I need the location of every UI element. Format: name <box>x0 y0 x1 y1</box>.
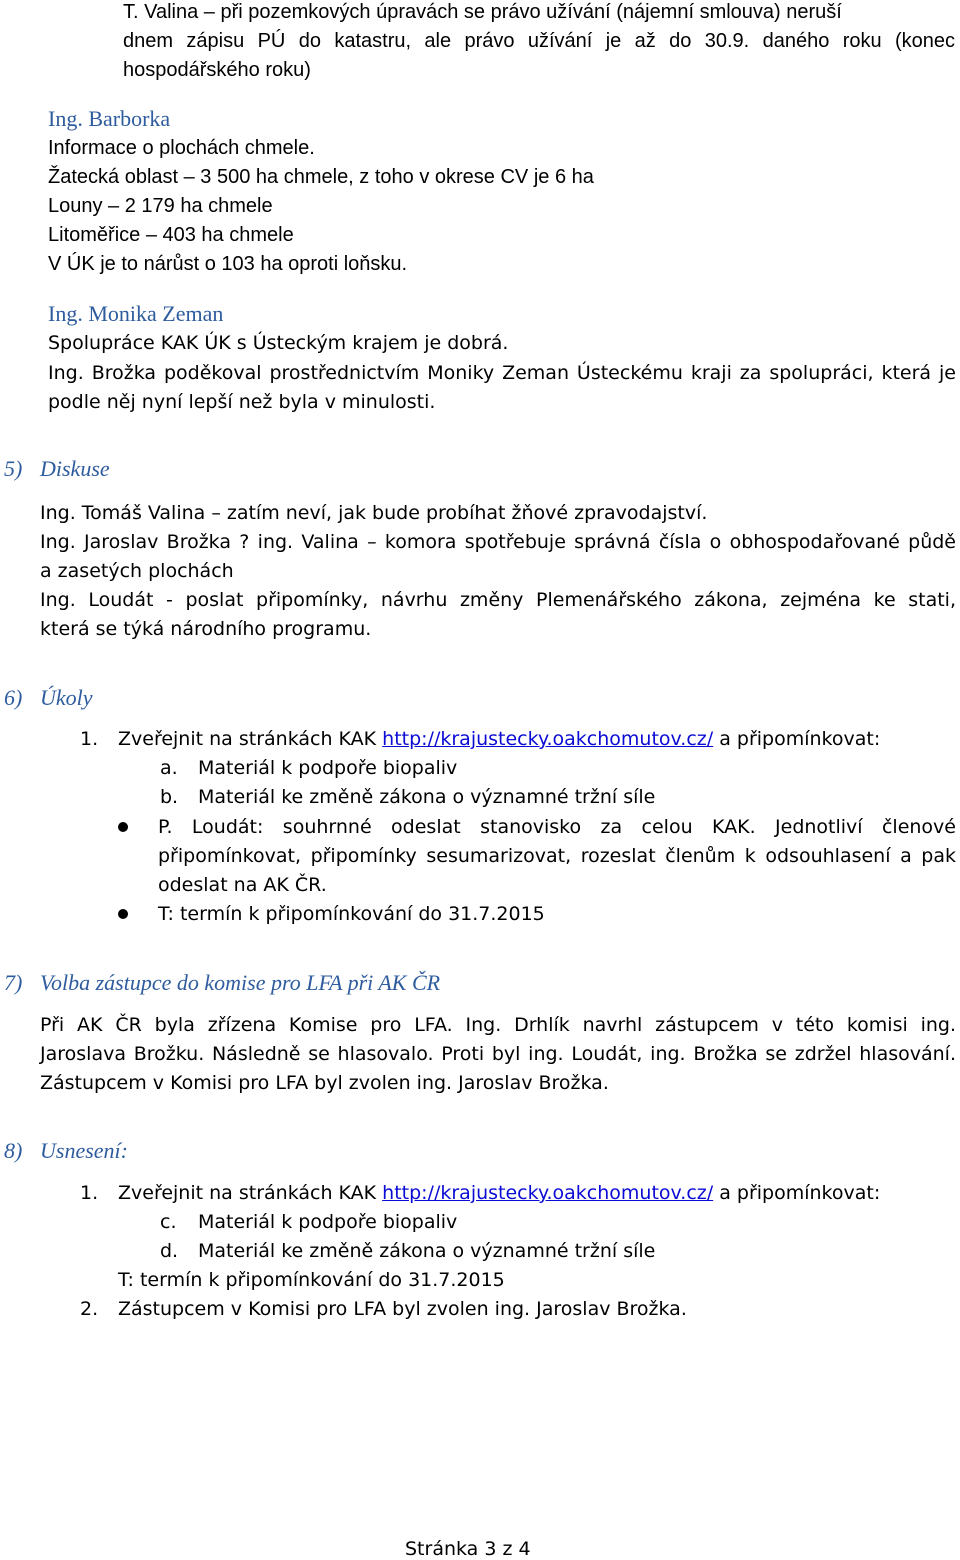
ukoly-item-1-number: 1. <box>80 728 99 750</box>
volba-line-2: Jaroslava Brožku. Následně se hlasovalo. Proti byl ing. Loudát, ing. Brožka se zdržel hlasování. <box>40 1043 956 1065</box>
section-7-title: Volba zástupce do komise pro LFA při AK ČR <box>40 970 441 995</box>
ukoly-sub-a-number: a. <box>160 757 178 779</box>
usneseni-item-1-number: 1. <box>80 1182 99 1204</box>
top-paragraph-line-1 <box>123 1 955 24</box>
ukoly-sub-a: Materiál k podpoře biopaliv <box>198 757 458 779</box>
zeman-line-1: Spolupráce KAK ÚK s Ústeckým krajem je dobrá. <box>48 332 509 354</box>
zeman-line-3: podle něj nyní lepší než byla v minulosti. <box>48 391 436 413</box>
ukoly-bullet-1-line-1: P. Loudát: souhrnné odeslat stanovisko za celou KAK. Jednotliví členové <box>158 816 956 838</box>
zeman-line-2: Ing. Brožka poděkoval prostřednictvím Moniky Zeman Ústeckému kraji za spolupráci, která je <box>48 362 956 384</box>
section-6-title: Úkoly <box>40 685 93 710</box>
section-6-number: 6) <box>4 685 23 710</box>
section-8-title: Usnesení: <box>40 1138 128 1163</box>
barborka-line-4: Litoměřice – 403 ha chmele <box>48 224 294 246</box>
ukoly-bullet-1-line-2: připomínkovat, připomínky sesumarizovat, rozeslat členům k odsouhlasení a pak <box>158 845 956 867</box>
usneseni-item-1-post: a připomínkovat: <box>713 1182 881 1204</box>
usneseni-sub-d: Materiál ke změně zákona o významné tržní síle <box>198 1240 656 1262</box>
bullet-icon <box>118 822 128 832</box>
section-5-title: Diskuse <box>40 456 110 481</box>
barborka-line-1: Informace o plochách chmele. <box>48 137 315 159</box>
diskuse-line-1: Ing. Tomáš Valina – zatím neví, jak bude probíhat žňové zpravodajství. <box>40 502 708 524</box>
diskuse-line-2: Ing. Jaroslav Brožka ? ing. Valina – komora spotřebuje správná čísla o obhospodařované půdě <box>40 531 956 553</box>
ukoly-bullet-1-line-3: odeslat na AK ČR. <box>158 874 327 896</box>
usneseni-item-2-number: 2. <box>80 1298 99 1320</box>
ukoly-item-1 <box>118 728 880 750</box>
usneseni-sub-c-number: c. <box>160 1211 177 1233</box>
ukoly-item-1-post: a připomínkovat: <box>713 728 881 750</box>
volba-line-1: Při AK ČR byla zřízena Komise pro LFA. Ing. Drhlík navrhl zástupcem v této komisi ing. <box>40 1014 956 1036</box>
ukoly-item-1-pre: Zveřejnit na stránkách KAK <box>118 728 383 750</box>
top-line-1-text: T. Valina – při pozemkových úpravách se právo užívání (nájemní smlouva) neruší <box>123 1 842 23</box>
top-paragraph-line-2: dnem zápisu PÚ do katastru, ale právo užívání je až do 30.9. daného roku (konec <box>123 30 955 52</box>
zeman-heading: Ing. Monika Zeman <box>48 301 224 326</box>
volba-line-3: Zástupcem v Komisi pro LFA byl zvolen ing. Jaroslav Brožka. <box>40 1072 609 1094</box>
ukoly-sub-b-number: b. <box>160 786 179 808</box>
diskuse-line-3: a zasetých plochách <box>40 560 234 582</box>
usneseni-item-2: Zástupcem v Komisi pro LFA byl zvolen ing. Jaroslav Brožka. <box>118 1298 687 1320</box>
usneseni-item-1 <box>118 1182 880 1204</box>
usneseni-termin: T: termín k připomínkování do 31.7.2015 <box>118 1269 505 1291</box>
section-7-number: 7) <box>4 970 23 995</box>
barborka-line-5: V ÚK je to nárůst o 103 ha oproti loňsku. <box>48 253 408 275</box>
usneseni-item-1-pre: Zveřejnit na stránkách KAK <box>118 1182 383 1204</box>
diskuse-line-4: Ing. Loudát - poslat připomínky, návrhu změny Plemenářského zákona, zejména ke stati, <box>40 589 956 611</box>
barborka-line-2: Žatecká oblast – 3 500 ha chmele, z toho v okrese CV je 6 ha <box>48 166 594 188</box>
barborka-line-3: Louny – 2 179 ha chmele <box>48 195 273 217</box>
usneseni-sub-d-number: d. <box>160 1240 179 1262</box>
section-8-number: 8) <box>4 1138 23 1163</box>
ukoly-bullet-2: T: termín k připomínkování do 31.7.2015 <box>158 903 545 925</box>
ukoly-kak-link[interactable]: http://krajustecky.oakchomutov.cz/ <box>382 728 714 750</box>
section-5-number: 5) <box>4 456 23 481</box>
usneseni-sub-c: Materiál k podpoře biopaliv <box>198 1211 458 1233</box>
ukoly-sub-b: Materiál ke změně zákona o významné tržní síle <box>198 786 656 808</box>
usneseni-kak-link[interactable]: http://krajustecky.oakchomutov.cz/ <box>382 1182 714 1204</box>
top-paragraph-line-3: hospodářského roku) <box>123 59 311 81</box>
diskuse-line-5: která se týká národního programu. <box>40 618 372 640</box>
page-number: Stránka 3 z 4 <box>405 1538 531 1560</box>
bullet-icon <box>118 909 128 919</box>
barborka-heading: Ing. Barborka <box>48 106 171 131</box>
